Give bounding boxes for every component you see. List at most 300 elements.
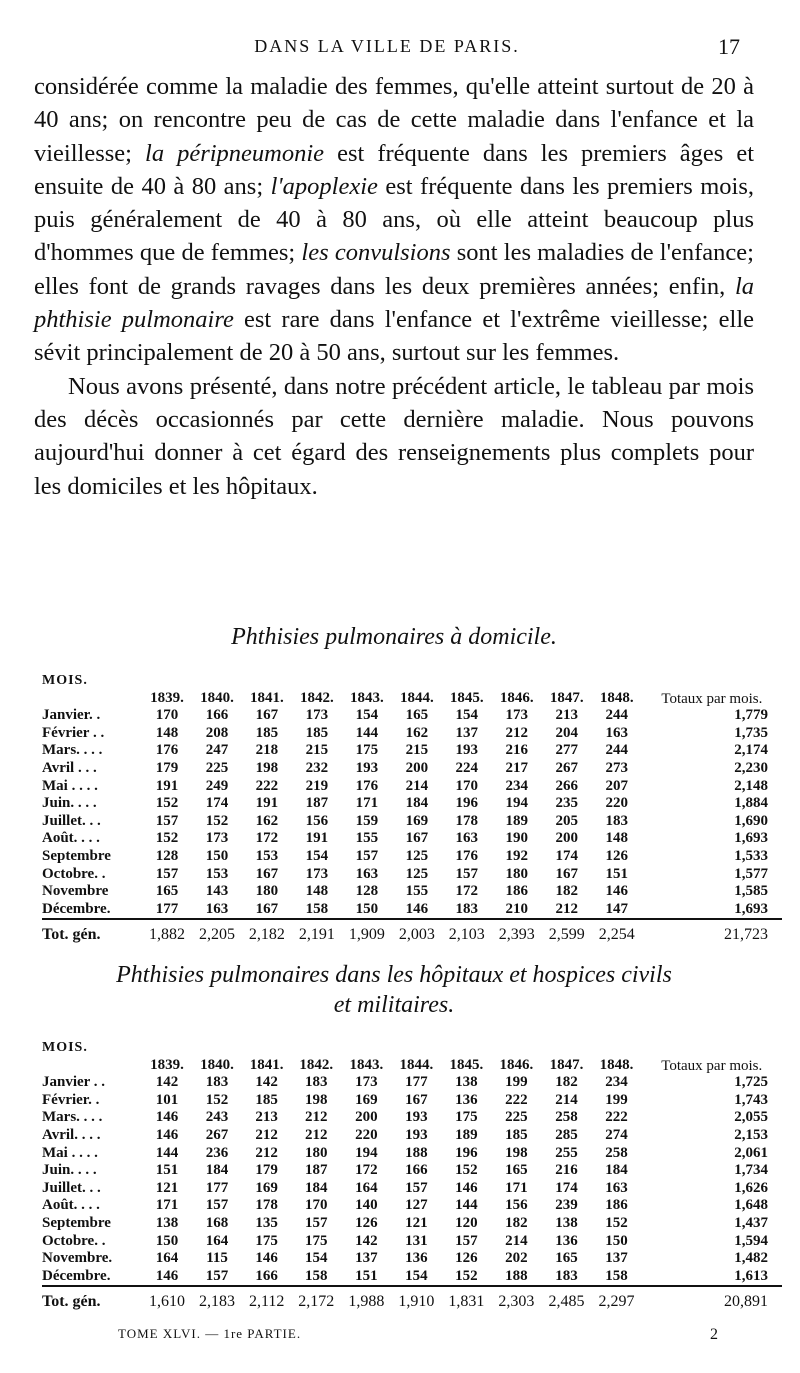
data-cell: 173 <box>305 865 329 882</box>
signature-number: 2 <box>710 1326 718 1343</box>
table-row <box>42 830 782 848</box>
data-cell: 190 <box>505 830 529 847</box>
data-cell: 101 <box>155 1091 179 1108</box>
table-row <box>42 813 782 831</box>
data-cell: 218 <box>255 742 279 759</box>
data-cell: 165 <box>505 1162 528 1179</box>
data-cell: 277 <box>555 742 578 759</box>
data-cell: 157 <box>305 1215 328 1232</box>
data-cell: 224 <box>455 760 479 777</box>
table-row <box>42 1215 782 1233</box>
data-cell: 137 <box>355 1250 378 1267</box>
data-cell: 154 <box>305 1250 328 1267</box>
data-cell: 215 <box>405 742 429 759</box>
grand-total-cell: 2,254 <box>592 919 642 948</box>
data-cell: 152 <box>155 795 179 812</box>
data-cell: 193 <box>405 1127 428 1144</box>
data-cell: 177 <box>405 1074 428 1091</box>
table-2-title-line-1: Phthisies pulmonaires dans les hôpitaux et hospices civils <box>116 962 672 988</box>
data-cell: 220 <box>355 1127 378 1144</box>
grand-total-cell: 1,909 <box>342 919 392 948</box>
month-label: Novembre. <box>42 1250 113 1267</box>
table-row <box>42 1250 782 1268</box>
month-label: Septembre <box>42 1215 111 1232</box>
data-cell: 258 <box>555 1109 578 1126</box>
data-cell: 267 <box>205 1127 229 1144</box>
data-cell: 127 <box>405 1197 428 1214</box>
data-cell: 171 <box>355 795 379 812</box>
data-cell: 193 <box>355 760 379 777</box>
grand-total-sum: 21,723 <box>642 919 782 948</box>
data-cell: 186 <box>605 1197 628 1214</box>
italic-term: les convulsions <box>301 239 451 267</box>
data-cell: 152 <box>605 1215 628 1232</box>
data-cell: 213 <box>555 707 578 724</box>
grand-total-cell: 2,191 <box>292 919 342 948</box>
column-header-year: 1844. <box>399 1057 434 1073</box>
data-cell: 157 <box>355 848 379 865</box>
data-cell: 136 <box>405 1250 428 1267</box>
data-cell: 219 <box>305 777 329 794</box>
data-cell: 210 <box>505 900 529 917</box>
data-cell: 185 <box>255 724 279 741</box>
row-total: 2,055 <box>734 1109 768 1126</box>
column-header-year: 1848. <box>599 1057 634 1073</box>
data-cell: 178 <box>455 812 479 829</box>
data-cell: 193 <box>405 1109 428 1126</box>
data-cell: 154 <box>355 707 379 724</box>
data-cell: 120 <box>455 1215 478 1232</box>
table-body <box>42 707 782 948</box>
text-run: est fréquente dans les premiers mois, puis généralement de 40 à 80 ans, où elle atteint beaucoup plus d'hommes que de femmes; <box>34 172 754 267</box>
data-cell: 183 <box>605 812 628 829</box>
data-cell: 234 <box>605 1074 628 1091</box>
data-cell: 244 <box>605 707 628 724</box>
data-cell: 142 <box>155 1074 179 1091</box>
data-cell: 153 <box>255 848 279 865</box>
row-total: 1,734 <box>734 1162 768 1179</box>
data-cell: 138 <box>155 1215 179 1232</box>
data-cell: 146 <box>605 883 628 900</box>
data-cell: 166 <box>405 1162 428 1179</box>
data-cell: 173 <box>205 830 229 847</box>
data-cell: 183 <box>455 900 479 917</box>
table-row <box>42 1162 782 1180</box>
row-total: 1,626 <box>734 1179 768 1196</box>
data-cell: 208 <box>205 724 229 741</box>
data-cell: 174 <box>205 795 229 812</box>
grand-total-cell: 2,183 <box>192 1286 242 1315</box>
paragraph-1 <box>34 70 754 370</box>
data-cell: 183 <box>205 1074 229 1091</box>
italic-term: la péripneumonie <box>145 139 325 167</box>
month-label: Décembre. <box>42 900 111 917</box>
table-row <box>42 707 782 725</box>
data-cell: 176 <box>155 742 179 759</box>
data-cell: 126 <box>605 848 628 865</box>
grand-total-cell: 1,610 <box>142 1286 192 1315</box>
data-cell: 249 <box>205 777 229 794</box>
month-label: Avril. . . . <box>42 1127 101 1144</box>
data-cell: 131 <box>405 1232 428 1249</box>
row-total: 1,693 <box>734 830 768 847</box>
month-label: Octobre. . <box>42 1232 106 1249</box>
data-cell: 157 <box>455 1232 478 1249</box>
row-total: 1,533 <box>734 848 768 865</box>
data-cell: 196 <box>455 1144 478 1161</box>
data-cell: 157 <box>205 1267 229 1284</box>
data-cell: 121 <box>155 1179 179 1196</box>
table-1-title: Phthisies pulmonaires à domicile. <box>231 624 557 650</box>
data-cell: 157 <box>205 1197 229 1214</box>
text-run: est rare dans l'enfance et l'extrême vieillesse; elle sévit principalement de 20 à 50 ans, surtout sur les femmes. <box>34 306 755 367</box>
column-header-year: 1846. <box>499 690 534 706</box>
data-cell: 180 <box>305 1144 328 1161</box>
month-label: Avril . . . <box>42 760 97 777</box>
data-cell: 152 <box>455 1162 478 1179</box>
data-cell: 136 <box>455 1091 478 1108</box>
data-cell: 274 <box>605 1127 628 1144</box>
italic-term: la phthisie pulmonaire <box>34 272 754 334</box>
data-cell: 156 <box>305 812 329 829</box>
table-row <box>42 1232 782 1250</box>
row-total: 2,148 <box>734 777 768 794</box>
column-header-year: 1841. <box>250 690 284 706</box>
data-cell: 173 <box>505 707 529 724</box>
data-cell: 191 <box>255 795 279 812</box>
data-cell: 148 <box>305 883 329 900</box>
data-cell: 126 <box>455 1250 478 1267</box>
row-total: 1,577 <box>734 865 768 882</box>
month-label: Juin. . . . <box>42 1162 97 1179</box>
data-cell: 173 <box>355 1074 378 1091</box>
data-cell: 121 <box>405 1215 428 1232</box>
data-cell: 174 <box>555 1179 578 1196</box>
data-cell: 217 <box>505 760 529 777</box>
data-cell: 222 <box>505 1091 528 1108</box>
row-total: 1,884 <box>734 795 768 812</box>
data-cell: 185 <box>505 1127 528 1144</box>
row-total: 1,735 <box>734 724 768 741</box>
data-cell: 153 <box>205 865 229 882</box>
data-cell: 266 <box>555 777 578 794</box>
data-cell: 170 <box>155 707 179 724</box>
month-label: Mars. . . . <box>42 742 103 759</box>
month-label: Février . . <box>42 724 105 741</box>
column-header-year: 1839. <box>150 1057 184 1073</box>
data-cell: 173 <box>305 707 329 724</box>
data-cell: 285 <box>555 1127 578 1144</box>
table-row <box>42 760 782 778</box>
grand-total-cell: 2,599 <box>542 919 592 948</box>
data-cell: 180 <box>505 865 529 882</box>
column-header-mois: MOIS. <box>42 673 88 688</box>
data-cell: 184 <box>205 1162 229 1179</box>
data-cell: 151 <box>605 865 628 882</box>
column-header-year: 1842. <box>300 690 334 706</box>
data-cell: 175 <box>355 742 379 759</box>
data-cell: 152 <box>455 1267 478 1284</box>
month-label: Juillet. . . <box>42 812 101 829</box>
data-cell: 179 <box>255 1162 278 1179</box>
month-label: Août. . . . <box>42 830 100 847</box>
data-cell: 146 <box>155 1127 179 1144</box>
data-cell: 146 <box>155 1267 179 1284</box>
page-header <box>34 34 740 60</box>
row-total: 2,230 <box>734 760 768 777</box>
data-cell: 214 <box>505 1232 528 1249</box>
data-cell: 138 <box>555 1215 578 1232</box>
data-cell: 236 <box>205 1144 229 1161</box>
table-row <box>42 1092 782 1110</box>
data-cell: 142 <box>255 1074 278 1091</box>
page-number: 17 <box>718 34 740 59</box>
grand-total-cell: 2,003 <box>392 919 442 948</box>
data-cell: 182 <box>555 883 578 900</box>
data-cell: 213 <box>255 1109 278 1126</box>
row-total: 2,153 <box>734 1127 768 1144</box>
table-body <box>42 1074 782 1315</box>
data-cell: 157 <box>155 865 179 882</box>
data-cell: 115 <box>206 1250 228 1267</box>
data-cell: 167 <box>405 830 429 847</box>
data-cell: 170 <box>305 1197 328 1214</box>
data-cell: 157 <box>405 1179 428 1196</box>
month-label: Septembre <box>42 848 111 865</box>
data-cell: 255 <box>555 1144 578 1161</box>
table-row <box>42 1180 782 1198</box>
data-cell: 135 <box>255 1215 278 1232</box>
data-cell: 163 <box>605 1179 628 1196</box>
month-label: Janvier . . <box>42 1074 106 1091</box>
data-cell: 239 <box>555 1197 578 1214</box>
table-2-title <box>34 960 754 1020</box>
month-label: Mai . . . . <box>42 777 98 794</box>
data-cell: 178 <box>255 1197 278 1214</box>
data-cell: 212 <box>255 1144 278 1161</box>
data-cell: 175 <box>455 1109 478 1126</box>
data-cell: 192 <box>505 848 529 865</box>
data-cell: 152 <box>155 830 179 847</box>
grand-total-label: Tot. gén. <box>42 1286 142 1315</box>
data-cell: 137 <box>605 1250 628 1267</box>
column-header-year: 1844. <box>399 690 434 706</box>
data-cell: 200 <box>555 830 578 847</box>
data-cell: 185 <box>255 1091 278 1108</box>
data-cell: 125 <box>405 848 429 865</box>
month-label: Février. . <box>42 1091 100 1108</box>
row-total: 1,693 <box>734 900 768 917</box>
data-cell: 165 <box>155 883 179 900</box>
column-header-year: 1848. <box>599 690 634 706</box>
data-cell: 167 <box>405 1091 428 1108</box>
data-cell: 144 <box>455 1197 478 1214</box>
grand-total-cell: 2,303 <box>491 1286 541 1315</box>
data-cell: 151 <box>355 1267 378 1284</box>
data-cell: 163 <box>355 865 379 882</box>
data-cell: 196 <box>455 795 479 812</box>
month-label: Juin. . . . <box>42 795 97 812</box>
column-header-year: 1845. <box>449 690 484 706</box>
data-cell: 175 <box>305 1232 328 1249</box>
data-cell: 194 <box>355 1144 378 1161</box>
data-cell: 167 <box>255 865 279 882</box>
data-cell: 146 <box>405 900 429 917</box>
data-cell: 158 <box>605 1267 628 1284</box>
column-header-year: 1840. <box>200 1057 234 1073</box>
table-header-row <box>42 1022 782 1074</box>
data-cell: 188 <box>405 1144 428 1161</box>
grand-total-cell: 2,205 <box>192 919 242 948</box>
data-cell: 207 <box>605 777 628 794</box>
data-cell: 164 <box>355 1179 378 1196</box>
data-cell: 146 <box>455 1179 478 1196</box>
row-total: 1,690 <box>734 812 768 829</box>
grand-total-cell: 2,112 <box>242 1286 291 1315</box>
data-cell: 222 <box>255 777 279 794</box>
grand-total-cell: 2,172 <box>291 1286 341 1315</box>
running-head: DANS LA VILLE DE PARIS. <box>254 36 520 56</box>
data-cell: 158 <box>305 900 329 917</box>
table-row <box>42 725 782 743</box>
grand-total-cell: 1,988 <box>341 1286 391 1315</box>
column-header-year: 1847. <box>549 1057 584 1073</box>
page-footer <box>118 1326 718 1350</box>
data-cell: 235 <box>555 795 578 812</box>
data-cell: 150 <box>205 848 229 865</box>
data-cell: 183 <box>305 1074 328 1091</box>
row-total: 1,585 <box>734 883 768 900</box>
data-cell: 212 <box>555 900 578 917</box>
data-cell: 247 <box>205 742 229 759</box>
data-cell: 216 <box>555 1162 578 1179</box>
data-cell: 187 <box>305 1162 328 1179</box>
column-header-year: 1843. <box>349 690 384 706</box>
data-cell: 155 <box>355 830 379 847</box>
data-cell: 152 <box>205 1091 229 1108</box>
data-cell: 216 <box>505 742 529 759</box>
data-cell: 212 <box>255 1127 278 1144</box>
data-cell: 184 <box>305 1179 328 1196</box>
data-cell: 193 <box>455 742 479 759</box>
table-row <box>42 883 782 901</box>
data-cell: 171 <box>155 1197 179 1214</box>
data-cell: 215 <box>305 742 329 759</box>
data-cell: 199 <box>605 1091 628 1108</box>
table-row <box>42 742 782 760</box>
table-row <box>42 1127 782 1145</box>
data-cell: 188 <box>505 1267 528 1284</box>
grand-total-row <box>42 1286 782 1315</box>
data-cell: 159 <box>355 812 379 829</box>
data-cell: 176 <box>455 848 479 865</box>
data-cell: 273 <box>605 760 628 777</box>
row-total: 1,594 <box>734 1232 768 1249</box>
data-cell: 142 <box>355 1232 378 1249</box>
data-cell: 177 <box>155 900 179 917</box>
data-cell: 166 <box>205 707 229 724</box>
row-total: 2,061 <box>734 1144 768 1161</box>
data-cell: 174 <box>555 848 578 865</box>
grand-total-cell: 1,831 <box>441 1286 491 1315</box>
data-cell: 166 <box>255 1267 278 1284</box>
data-cell: 200 <box>405 760 429 777</box>
table-row <box>42 901 782 920</box>
grand-total-label: Tot. gén. <box>42 919 142 948</box>
data-cell: 163 <box>455 830 479 847</box>
signature-mark: TOME XLVI. — 1re PARTIE. <box>118 1326 302 1341</box>
month-label: Octobre. . <box>42 865 106 882</box>
data-cell: 204 <box>555 724 578 741</box>
data-cell: 172 <box>455 883 479 900</box>
table-row <box>42 1109 782 1127</box>
data-cell: 140 <box>355 1197 378 1214</box>
row-total: 1,779 <box>734 707 768 724</box>
data-cell: 267 <box>555 760 578 777</box>
data-cell: 179 <box>155 760 179 777</box>
table-row <box>42 777 782 795</box>
data-cell: 232 <box>305 760 329 777</box>
column-header-mois: MOIS. <box>42 1040 88 1055</box>
data-cell: 172 <box>355 1162 378 1179</box>
data-cell: 152 <box>205 812 229 829</box>
month-label: Août. . . . <box>42 1197 100 1214</box>
data-cell: 165 <box>405 707 429 724</box>
row-total: 1,482 <box>734 1250 768 1267</box>
data-cell: 175 <box>255 1232 278 1249</box>
data-cell: 170 <box>455 777 479 794</box>
data-cell: 258 <box>605 1144 628 1161</box>
table-header-row <box>42 655 782 707</box>
data-cell: 200 <box>355 1109 378 1126</box>
column-header-year: 1843. <box>349 1057 384 1073</box>
data-cell: 212 <box>305 1127 328 1144</box>
grand-total-sum: 20,891 <box>641 1286 782 1315</box>
data-cell: 148 <box>605 830 628 847</box>
data-cell: 177 <box>205 1179 229 1196</box>
table-row <box>42 1074 782 1092</box>
column-header-totals: Totaux par mois. <box>661 691 763 707</box>
row-total: 2,174 <box>734 742 768 759</box>
data-cell: 146 <box>155 1109 179 1126</box>
data-cell: 182 <box>555 1074 578 1091</box>
data-cell: 128 <box>155 848 179 865</box>
row-total: 1,437 <box>734 1215 768 1232</box>
data-cell: 167 <box>555 865 578 882</box>
column-header-year: 1839. <box>150 690 184 706</box>
data-cell: 199 <box>505 1074 528 1091</box>
data-cell: 185 <box>305 724 329 741</box>
data-cell: 194 <box>505 795 529 812</box>
data-cell: 198 <box>305 1091 328 1108</box>
data-cell: 198 <box>505 1144 528 1161</box>
data-cell: 214 <box>555 1091 578 1108</box>
table-row <box>42 865 782 883</box>
data-cell: 243 <box>205 1109 229 1126</box>
paragraph-2: Nous avons présenté, dans notre précédent article, le tableau par mois des décès occasionnés par cette dernière maladie. Nous pouvons aujourd'hui donner à cet égard des renseignements plus complets pour les domiciles et les hôpitaux. <box>34 372 754 500</box>
grand-total-cell: 2,182 <box>242 919 292 948</box>
data-cell: 187 <box>305 795 329 812</box>
data-cell: 168 <box>205 1215 229 1232</box>
data-cell: 150 <box>605 1232 628 1249</box>
table-domicile <box>42 655 782 948</box>
body-text <box>34 70 754 503</box>
data-cell: 189 <box>505 812 529 829</box>
data-cell: 136 <box>555 1232 578 1249</box>
data-cell: 183 <box>555 1267 578 1284</box>
data-cell: 164 <box>155 1250 179 1267</box>
month-label: Janvier. . <box>42 707 101 724</box>
